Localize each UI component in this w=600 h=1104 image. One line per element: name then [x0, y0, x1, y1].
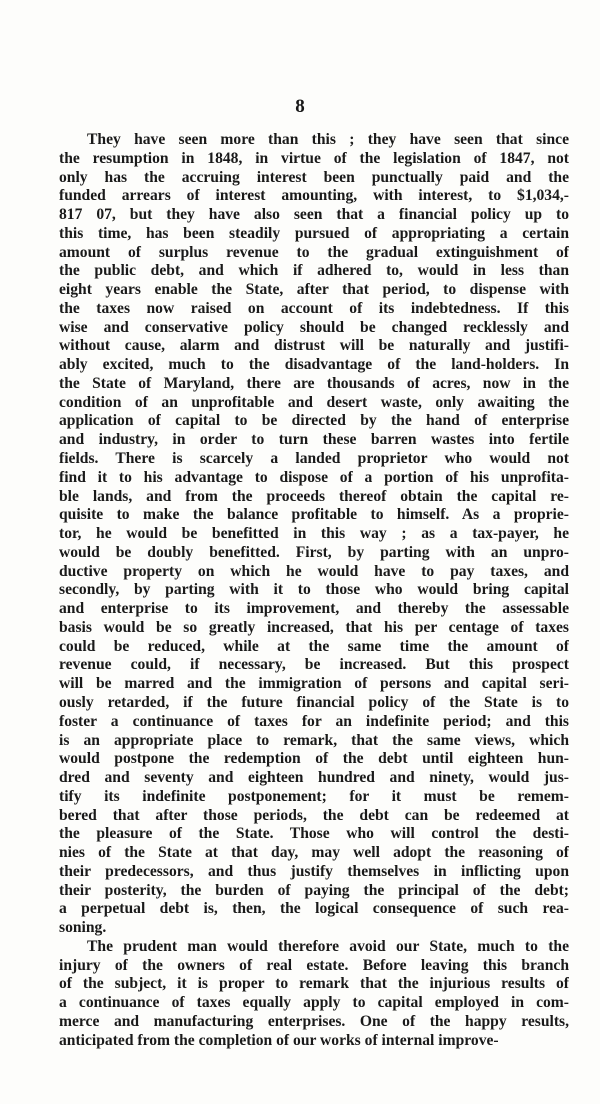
paragraph	[59, 938, 569, 1051]
text-line: tor, he would be benefitted in this way ; as a tax-payer, he	[59, 525, 569, 543]
text-line: injury of the owners of real estate. Before leaving this branch	[59, 956, 569, 974]
text-line: will be marred and the immigration of persons and capital seri-	[59, 675, 569, 693]
paragraph	[59, 131, 569, 938]
text-line: tify its indefinite postponement; for it must be remem-	[59, 787, 569, 805]
text-line: the State of Maryland, there are thousands of acres, now in the	[59, 374, 569, 392]
text-line: would be doubly benefitted. First, by parting with an unpro-	[59, 543, 569, 561]
text-line: the resumption in 1848, in virtue of the legislation of 1847, not	[59, 149, 569, 167]
text-line: the pleasure of the State. Those who will control the desti-	[59, 825, 569, 843]
text-line: funded arrears of interest amounting, with interest, to $1,034,-	[59, 187, 569, 205]
text-line: wise and conservative policy should be changed recklessly and	[59, 318, 569, 336]
text-line: and enterprise to its improvement, and thereby the assessable	[59, 600, 569, 618]
text-line: would postpone the redemption of the debt until eighteen hun-	[59, 750, 569, 768]
text-line: ably excited, much to the disadvantage of the land-holders. In	[59, 356, 569, 374]
text-line: a perpetual debt is, then, the logical consequence of such rea-	[59, 900, 569, 918]
text-line: revenue could, if necessary, be increased. But this prospect	[59, 656, 569, 674]
text-line: only has the accruing interest been punctually paid and the	[59, 168, 569, 186]
text-line: is an appropriate place to remark, that the same views, which	[59, 731, 569, 749]
text-line: 817 07, but they have also seen that a financial policy up to	[59, 206, 569, 224]
text-line: without cause, alarm and distrust will be naturally and justifi-	[59, 337, 569, 355]
text-line: basis would be so greatly increased, that his per centage of taxes	[59, 618, 569, 636]
text-line: bered that after those periods, the debt can be redeemed at	[59, 806, 569, 824]
text-line: eight years enable the State, after that period, to dispense with	[59, 281, 569, 299]
text-line: The prudent man would therefore avoid our State, much to the	[87, 937, 569, 955]
text-line: fields. There is scarcely a landed proprietor who would not	[59, 450, 569, 468]
text-line: anticipated from the completion of our works of internal improve-	[59, 1031, 499, 1049]
text-line: quisite to make the balance profitable to himself. As a proprie-	[59, 506, 569, 524]
text-line: their predecessors, and thus justify themselves in inflicting upon	[59, 862, 569, 880]
text-line: foster a continuance of taxes for an indefinite period; and this	[59, 712, 569, 730]
body-text	[59, 131, 569, 1051]
text-line: their posterity, the burden of paying the principal of the debt;	[59, 881, 569, 899]
text-line: merce and manufacturing enterprises. One of the happy results,	[59, 1012, 569, 1030]
text-line: the taxes now raised on account of its indebtedness. If this	[59, 299, 569, 317]
text-line: dred and seventy and eighteen hundred and ninety, would jus-	[59, 769, 569, 787]
text-line: the public debt, and which if adhered to, would in less than	[59, 262, 569, 280]
page-number: 8	[295, 96, 305, 117]
text-line: ble lands, and from the proceeds thereof obtain the capital re-	[59, 487, 569, 505]
text-line: and industry, in order to turn these barren wastes into fertile	[59, 431, 569, 449]
text-line: ously retarded, if the future financial policy of the State is to	[59, 693, 569, 711]
text-line: soning.	[59, 919, 107, 937]
text-line: of the subject, it is proper to remark that the injurious results of	[59, 975, 569, 993]
text-line: ductive property on which he would have to pay taxes, and	[59, 562, 569, 580]
text-line: amount of surplus revenue to the gradual extinguishment of	[59, 243, 569, 261]
text-line: find it to his advantage to dispose of a portion of his unprofita-	[59, 468, 569, 486]
text-line: application of capital to be directed by the hand of enterprise	[59, 412, 569, 430]
text-line: They have seen more than this ; they have seen that since	[87, 131, 569, 148]
text-line: secondly, by parting with it to those who would bring capital	[59, 581, 569, 599]
text-line: could be reduced, while at the same time the amount of	[59, 637, 569, 655]
text-line: nies of the State at that day, may well adopt the reasoning of	[59, 844, 569, 862]
text-line: condition of an unprofitable and desert waste, only awaiting the	[59, 393, 569, 411]
text-line: a continuance of taxes equally apply to capital employed in com-	[59, 994, 569, 1012]
text-line: this time, has been steadily pursued of appropriating a certain	[59, 224, 569, 242]
